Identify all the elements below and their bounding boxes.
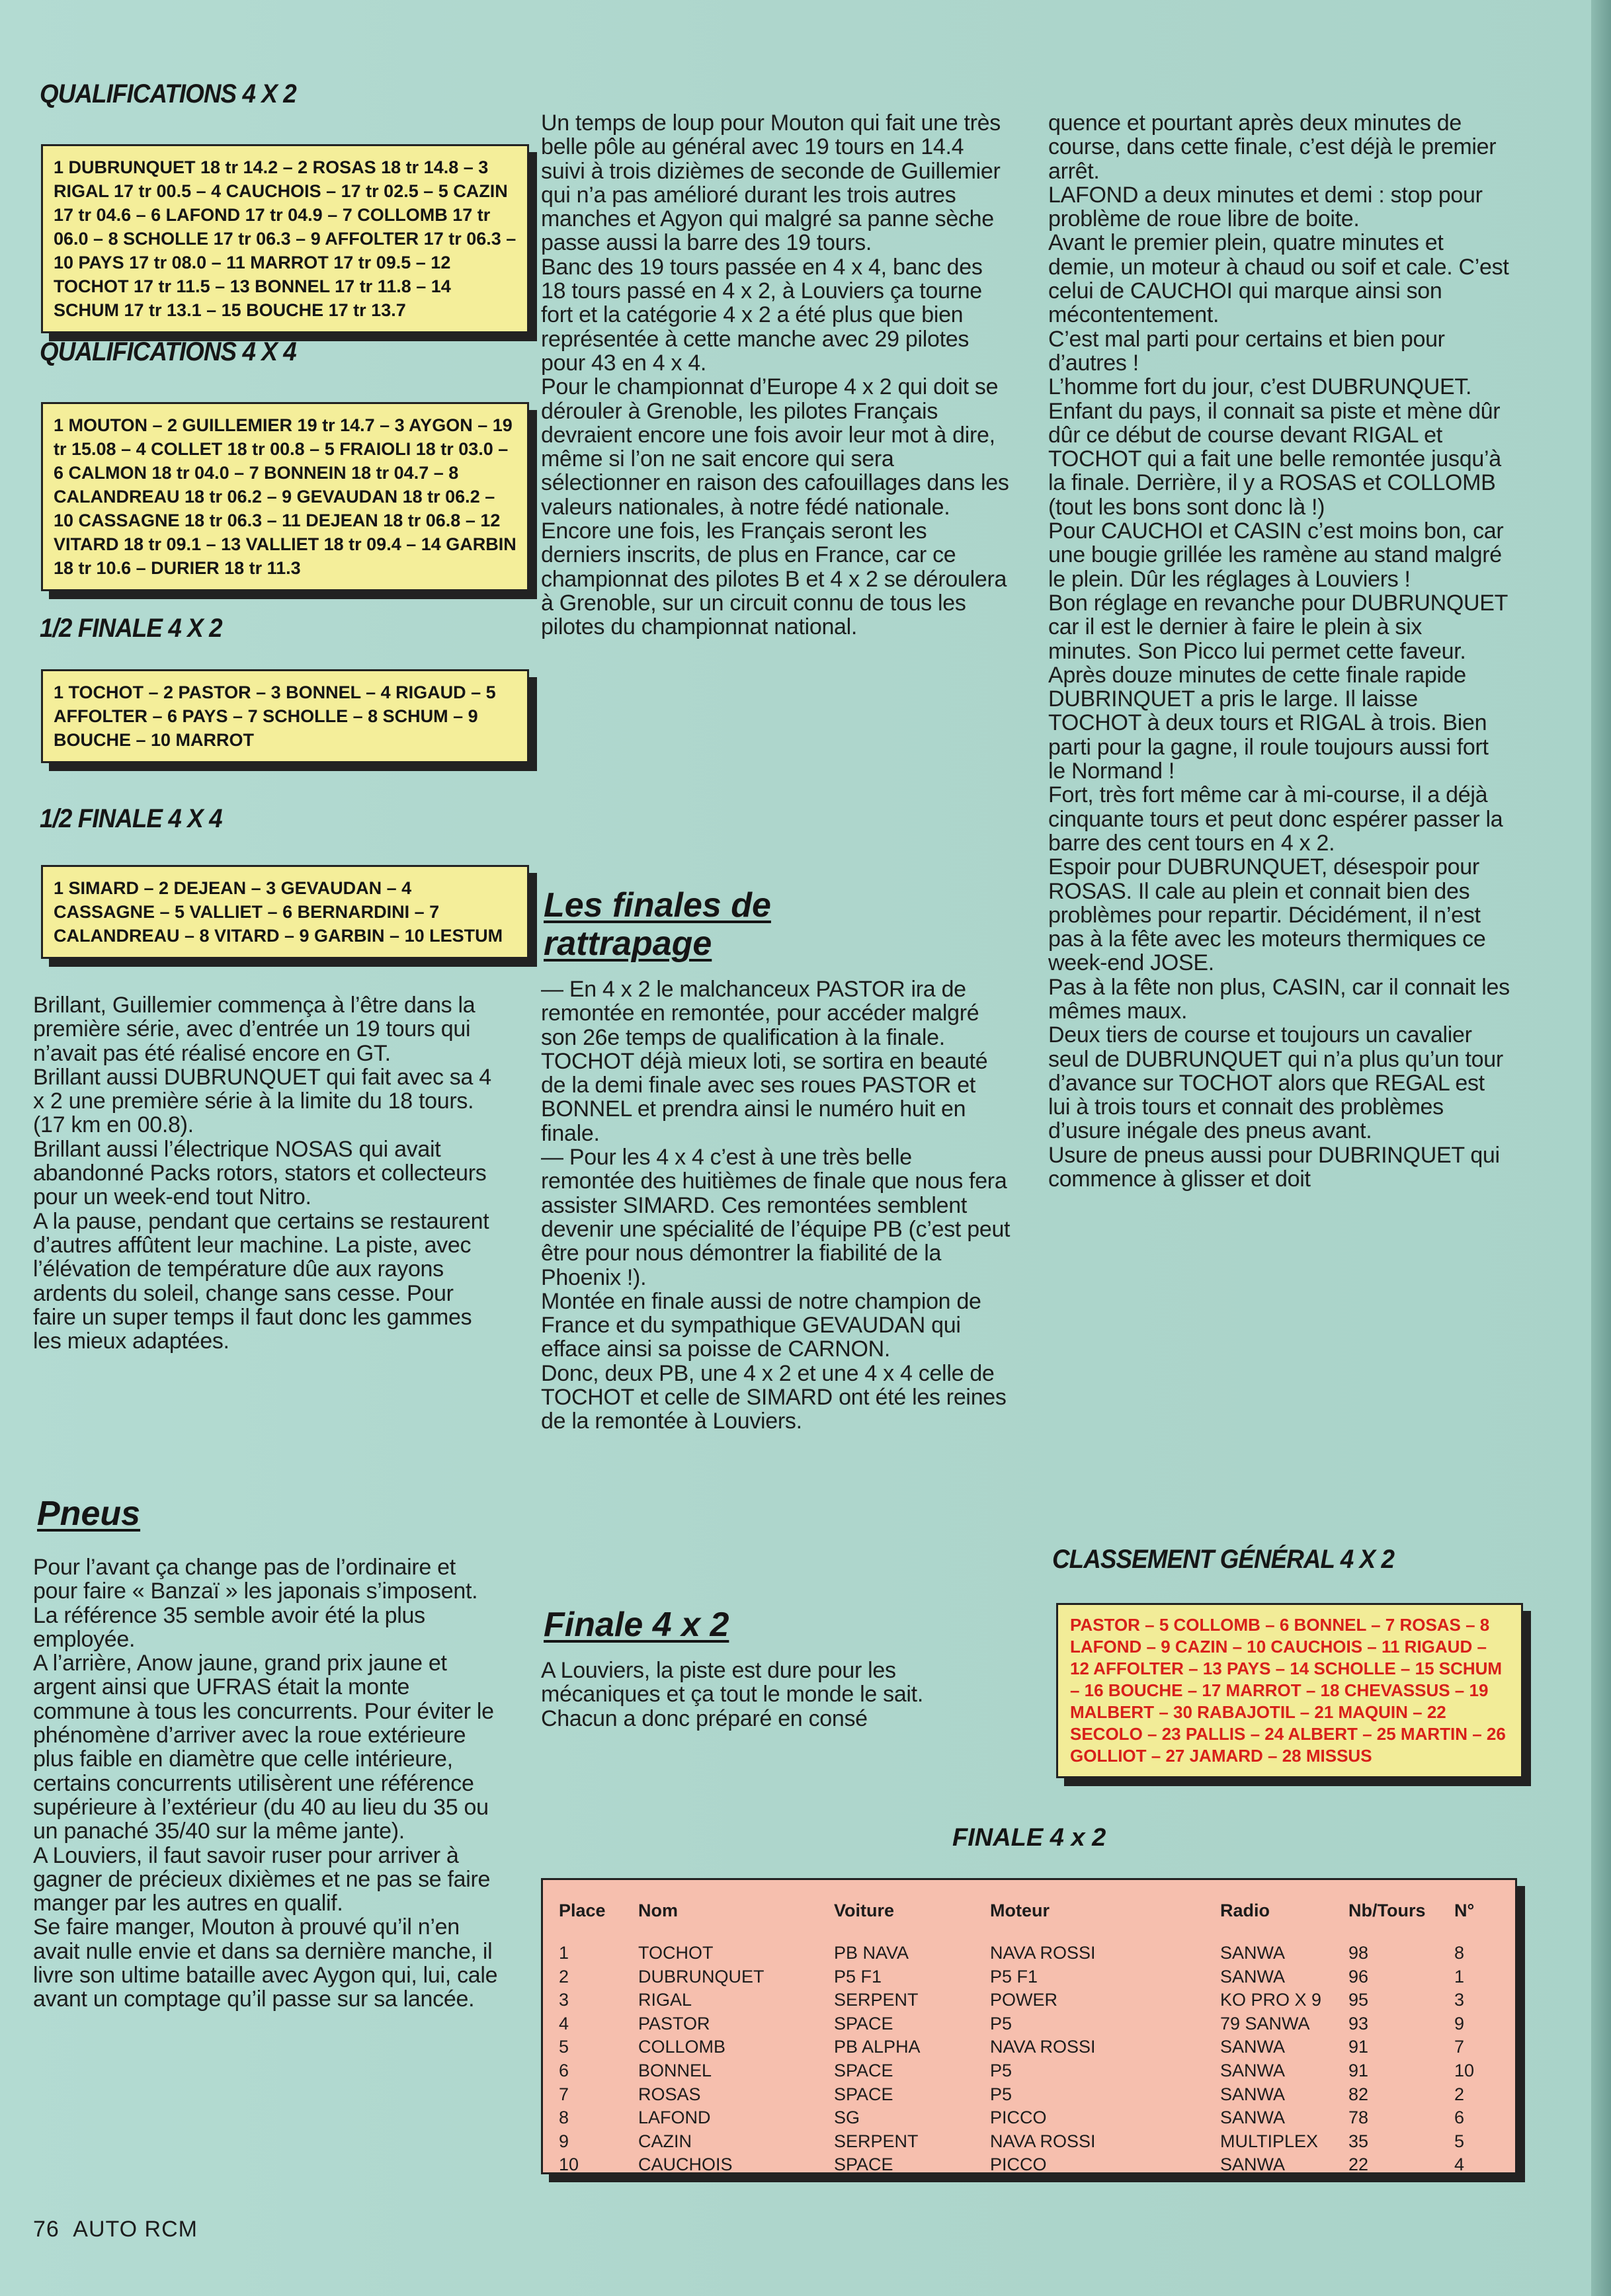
table-cell: 9 xyxy=(559,2131,569,2151)
table-cell: 8 xyxy=(1454,1943,1465,1963)
table-cell: P5 F1 xyxy=(834,1966,882,1987)
paragraph: Pour le championnat d’Europe 4 x 2 qui doit se dérouler à Grenoble, les pilotes Français devraient encore une fois avoir leur mot à dire, même si l’on ne sait encore qui sera sélectionner en raison des cafouillages dans les valeurs nationales, à notre fédé nationale. Encore une fois, les Français seront les derniers inscrits, de plus en France, car ce championnat des pilotes B et 4 x 2 se déroulera à Grenoble, sur un circuit connu de tous les pilotes du championnat national. xyxy=(541,374,1009,640)
paragraph: C’est mal parti pour certains et bien pour d’autres ! xyxy=(1048,326,1445,376)
table-header-cell: N° xyxy=(1454,1901,1475,1920)
table-cell: P5 F1 xyxy=(990,1966,1038,1987)
table-cell: 10 xyxy=(559,2154,579,2175)
paragraph: Pour l’avant ça change pas de l’ordinaire et pour faire « Banzaï » les japonais s’imposent. La référence 35 semble avoir été la plus employée. xyxy=(33,1555,478,1652)
table-header-cell: Moteur xyxy=(990,1901,1050,1920)
paragraph: — En 4 x 2 le malchanceux PASTOR ira de remontée en remontée, pour accéder malgré son 26e temps de qualification à la finale. TOCHOT déjà mieux loti, se sortira en beauté de la demi finale avec ses roues PASTOR et BONNEL et prendra ainsi le numéro huit en finale. xyxy=(541,977,988,1146)
table-header-cell: Place xyxy=(559,1901,606,1920)
paragraph: A Louviers, la piste est dure pour les mécaniques et ça tout le monde le sait. xyxy=(541,1658,923,1707)
semi-final-4x2-box xyxy=(41,669,529,763)
table-cell: 93 xyxy=(1348,2013,1369,2033)
table-cell: SPACE xyxy=(834,2084,893,2104)
table-row xyxy=(543,2012,1515,2035)
paragraph: Montée en finale aussi de notre champion de France et du sympathique GEVAUDAN qui efface ainsi sa poisse de CARNON. xyxy=(541,1288,981,1362)
paragraph: Un temps de loup pour Mouton qui fait une très belle pôle au général avec 19 tours en 14.4 suivi à trois dizièmes de seconde de Guillemier qui n’a pas amélioré durant les trois autres manches et Agyon qui malgré sa panne sèche passe aussi la barre des 19 tours. xyxy=(541,110,1001,256)
paragraph: Brillant aussi l’électrique NOSAS qui avait abandonné Packs rotors, stators et collecteurs pour un week-end tout Nitro. xyxy=(33,1136,487,1210)
col2-article-text xyxy=(541,111,1011,639)
semi-final-4x4-results: 1 SIMARD – 2 DEJEAN – 3 GEVAUDAN – 4 CASSAGNE – 5 VALLIET – 6 BERNARDINI – 7 CALANDREAU – 8 VITARD – 9 GARBIN – 10 LESTUM xyxy=(54,878,503,946)
table-cell: LAFOND xyxy=(638,2108,711,2128)
col1-article-text xyxy=(33,993,500,1353)
table-row xyxy=(543,1988,1515,2012)
table-cell: NAVA ROSSI xyxy=(990,2131,1096,2151)
table-cell: PICCO xyxy=(990,2108,1047,2128)
table-cell: PB ALPHA xyxy=(834,2037,921,2057)
table-cell: NAVA ROSSI xyxy=(990,2037,1096,2057)
table-cell: 6 xyxy=(559,2061,569,2080)
section-title-pneus: Pneus xyxy=(37,1495,141,1533)
paragraph: — Pour les 4 x 4 c’est à une très belle remontée des huitièmes de finale que nous fera assister SIMARD. Ces remontées semblent devenir une spécialité de l’équipe PB (c’est peut être pour nous démontrer la fiabilité de la Phoenix !). xyxy=(541,1145,1011,1290)
table-cell: 7 xyxy=(559,2084,569,2104)
table-cell: 10 xyxy=(1454,2061,1475,2080)
page-number: 76 xyxy=(33,2217,60,2242)
paragraph: Fort, très fort même car à mi-course, il a déjà cinquante tours et peut donc espérer passer la barre des cent tours en 4 x 2. xyxy=(1048,782,1503,856)
table-cell: SANWA xyxy=(1220,1943,1286,1963)
paragraph: A Louviers, il faut savoir ruser pour arriver à gagner de précieux dixièmes et ne pas se faire manger par les autres en qualif. xyxy=(33,1842,491,1916)
table-cell: 98 xyxy=(1348,1943,1369,1963)
section-title-finale: Finale 4 x 2 xyxy=(544,1606,729,1644)
table-cell: SPACE xyxy=(834,2154,893,2175)
rattrapage-text xyxy=(541,977,1011,1434)
table-cell: CAUCHOIS xyxy=(638,2154,733,2175)
pneus-text xyxy=(33,1555,500,2012)
classement-title: CLASSEMENT GÉNÉRAL 4 X 2 xyxy=(1052,1545,1395,1574)
classement-box xyxy=(1056,1603,1523,1778)
table-cell: SERPENT xyxy=(834,2131,919,2151)
results-table-title: FINALE 4 x 2 xyxy=(952,1824,1106,1852)
table-cell: SPACE xyxy=(834,2061,893,2080)
paragraph: Usure de pneus aussi pour DUBRINQUET qui commence à glisser et doit xyxy=(1048,1142,1500,1192)
paragraph: A la pause, pendant que certains se restaurent d’autres affûtent leur machine. La piste, avec l’élévation de température dûe aux rayons ardents du soleil, change sans cesse. Pour faire un super temps il faut donc les gammes les mieux adaptées. xyxy=(33,1208,489,1354)
table-cell: RIGAL xyxy=(638,1990,692,2010)
qualifications-4x4-title: QUALIFICATIONS 4 X 4 xyxy=(40,337,296,366)
qualifications-4x4-box xyxy=(41,402,529,591)
table-cell: P5 xyxy=(990,2013,1012,2033)
paragraph: Brillant aussi DUBRUNQUET qui fait avec sa 4 x 2 une première série à la limite du 18 tours. (17 km en 00.8). xyxy=(33,1064,491,1138)
magazine-name: AUTO RCM xyxy=(73,2217,198,2242)
semi-final-4x4-title: 1/2 FINALE 4 X 4 xyxy=(40,804,222,833)
table-cell: 96 xyxy=(1348,1966,1369,1987)
table-cell: 1 xyxy=(559,1943,569,1963)
table-cell: 35 xyxy=(1348,2131,1369,2151)
table-cell: 3 xyxy=(1454,1990,1465,2010)
paragraph: Banc des 19 tours passée en 4 x 4, banc des 18 tours passé en 4 x 2, à Louviers ça tourne fort et la catégorie 4 x 2 a été plus que bien représentée à cette manche avec 29 pilotes pour 43 en 4 x 4. xyxy=(541,254,983,376)
table-header-row xyxy=(543,1899,1515,1922)
table-cell: SG xyxy=(834,2108,860,2128)
semi-final-4x2-title: 1/2 FINALE 4 X 2 xyxy=(40,614,222,643)
table-cell: 8 xyxy=(559,2108,569,2128)
paragraph: Deux tiers de course et toujours un cavalier seul de DUBRUNQUET qui n’a plus qu’un tour d’avance sur TOCHOT alors que REGAL est lui à trois tours et connait des problèmes d’usure inégale des pneus avant. xyxy=(1048,1022,1503,1144)
page-footer xyxy=(33,2217,198,2242)
paragraph: Donc, deux PB, une 4 x 2 et une 4 x 4 celle de TOCHOT et celle de SIMARD ont été les reines de la remontée à Louviers. xyxy=(541,1360,1007,1434)
table-cell: SANWA xyxy=(1220,2108,1286,2128)
table-row xyxy=(543,2152,1515,2176)
table-cell: 82 xyxy=(1348,2084,1369,2104)
table-cell: NAVA ROSSI xyxy=(990,1943,1096,1963)
table-row xyxy=(543,2129,1515,2153)
qualifications-4x2-box xyxy=(41,144,529,333)
table-cell: SANWA xyxy=(1220,1966,1286,1987)
table-row xyxy=(543,2059,1515,2082)
paragraph: Espoir pour DUBRUNQUET, désespoir pour ROSAS. Il cale au plein et connait bien des problèmes pour repartir. Décidément, il n’est pas à la fête avec les moteurs thermiques ce week-end JOSE. xyxy=(1048,854,1486,976)
paragraph: Pour CAUCHOI et CASIN c’est moins bon, car une bougie grillée les ramène au stand malgré le plein. Dûr les réglages à Louviers ! xyxy=(1048,518,1504,592)
paragraph: A l’arrière, Anow jaune, grand prix jaune et argent ainsi que UFRAS était la monte commune à tous les concurrents. Pour éviter le phénomène d’arriver avec la roue extérieure plus faible en diamètre que celle intérieure, certains concurrents utilisèrent une référence supérieure à l’extérieur (du 40 au lieu du 35 ou un panaché 35/40 sur la même jante). xyxy=(33,1651,494,1844)
section-title-rattrapage: Les finales de rattrapage xyxy=(544,886,771,963)
table-cell: SANWA xyxy=(1220,2037,1286,2057)
paragraph: Pas à la fête non plus, CASIN, car il connait les mêmes maux. xyxy=(1048,974,1510,1024)
qualifications-4x2-results: 1 DUBRUNQUET 18 tr 14.2 – 2 ROSAS 18 tr 14.8 – 3 RIGAL 17 tr 00.5 – 4 CAUCHOIS – 17 tr 02.5 – 5 CAZIN 17 tr 04.6 – 6 LAFOND 17 tr 04.9 – 7 COLLOMB 17 tr 06.0 – 8 SCHOLLE 17 tr 06.3 – 9 AFFOLTER 17 tr 06.3 – 10 PAYS 17 tr 08.0 – 11 MARROT 17 tr 09.5 – 12 TOCHOT 17 tr 11.5 – 13 BONNEL 17 tr 11.8 – 14 SCHUM 17 tr 13.1 – 15 BOUCHE 17 tr 13.7 xyxy=(54,157,516,320)
table-cell: DUBRUNQUET xyxy=(638,1966,764,1987)
table-cell: POWER xyxy=(990,1990,1058,2010)
table-cell: TOCHOT xyxy=(638,1943,714,1963)
table-cell: SPACE xyxy=(834,2013,893,2033)
table-cell: PASTOR xyxy=(638,2013,710,2033)
results-table xyxy=(541,1878,1517,2174)
table-row xyxy=(543,1941,1515,1965)
table-header-cell: Voiture xyxy=(834,1901,895,1920)
table-header-cell: Nom xyxy=(638,1901,678,1920)
table-cell: 1 xyxy=(1454,1966,1465,1987)
table-row xyxy=(543,2082,1515,2106)
table-cell: SERPENT xyxy=(834,1990,919,2010)
paragraph: quence et pourtant après deux minutes de course, dans cette finale, c’est déjà le premier arrêt. xyxy=(1048,110,1497,184)
table-header-cell: Radio xyxy=(1220,1901,1270,1920)
classement-results: PASTOR – 5 COLLOMB – 6 BONNEL – 7 ROSAS – 8 LAFOND – 9 CAZIN – 10 CAUCHOIS – 11 RIGAUD – 12 AFFOLTER – 13 PAYS – 14 SCHOLLE – 15 SCHUM – 16 BOUCHE – 17 MARROT – 18 CHEVASSUS – 19 MALBERT – 30 RABAJOTIL – 21 MAQUIN – 22 SECOLO – 23 PALLIS – 24 ALBERT – 25 MARTIN – 26 GOLLIOT – 27 JAMARD – 28 MISSUS xyxy=(1070,1615,1506,1766)
col3-article-text xyxy=(1048,111,1511,1191)
table-cell: 95 xyxy=(1348,1990,1369,2010)
paragraph: Bon réglage en revanche pour DUBRUNQUET car il est le dernier à faire le plein à six minutes. Son Picco lui permet cette faveur. xyxy=(1048,590,1508,664)
table-cell: 4 xyxy=(1454,2154,1465,2175)
table-cell: 3 xyxy=(559,1990,569,2010)
table-cell: 5 xyxy=(1454,2131,1465,2151)
paragraph: Avant le premier plein, quatre minutes et demie, un moteur à chaud ou soif et cale. C’est celui de CAUCHOI qui marque ainsi son mécontentement. xyxy=(1048,230,1509,328)
table-cell: MULTIPLEX xyxy=(1220,2131,1319,2151)
table-cell: 79 SANWA xyxy=(1220,2013,1310,2033)
qualifications-4x2-title: QUALIFICATIONS 4 X 2 xyxy=(40,79,296,108)
qualifications-4x4-results: 1 MOUTON – 2 GUILLEMIER 19 tr 14.7 – 3 AYGON – 19 tr 15.08 – 4 COLLET 18 tr 00.8 – 5 FRAIOLI 18 tr 03.0 – 6 CALMON 18 tr 04.0 – 7 BONNEIN 18 tr 04.7 – 8 CALANDREAU 18 tr 06.2 – 9 GEVAUDAN 18 tr 06.2 – 10 CASSAGNE 18 tr 06.3 – 11 DEJEAN 18 tr 06.8 – 12 VITARD 18 tr 09.1 – 13 VALLIET 18 tr 09.4 – 14 GARBIN 18 tr 10.6 – DURIER 18 tr 11.3 xyxy=(54,415,516,578)
paragraph: Après douze minutes de cette finale rapide DUBRINQUET a pris le large. Il laisse TOCHOT à deux tours et RIGAL à trois. Bien parti pour la gagne, il roule toujours aussi fort le Normand ! xyxy=(1048,662,1489,784)
paragraph: Brillant, Guillemier commença à l’être dans la première série, avec d’entrée un 19 tours qui n’avait pas été réalisé encore en GT. xyxy=(33,993,475,1066)
table-cell: SANWA xyxy=(1220,2061,1286,2080)
table-cell: 78 xyxy=(1348,2108,1369,2128)
table-cell: 4 xyxy=(559,2013,569,2033)
table-cell: ROSAS xyxy=(638,2084,701,2104)
table-cell: P5 xyxy=(990,2084,1012,2104)
table-cell: 2 xyxy=(1454,2084,1465,2104)
table-cell: SANWA xyxy=(1220,2154,1286,2175)
table-cell: BONNEL xyxy=(638,2061,712,2080)
table-cell: COLLOMB xyxy=(638,2037,726,2057)
semi-final-4x4-box xyxy=(41,865,529,959)
table-cell: PICCO xyxy=(990,2154,1047,2175)
paragraph: Se faire manger, Mouton à prouvé qu’il n’en avait nulle envie et dans sa dernière manche, il livre son ultime bataille avec Aygon qui, lui, cale avant un comptage qu’il passe sur sa lancée. xyxy=(33,1914,498,2012)
semi-final-4x2-results: 1 TOCHOT – 2 PASTOR – 3 BONNEL – 4 RIGAUD – 5 AFFOLTER – 6 PAYS – 7 SCHOLLE – 8 SCHUM – 9 BOUCHE – 10 MARROT xyxy=(54,682,496,750)
table-cell: 5 xyxy=(559,2037,569,2057)
table-cell: 91 xyxy=(1348,2061,1369,2080)
table-cell: 2 xyxy=(559,1966,569,1987)
paragraph: LAFOND a deux minutes et demi : stop pour problème de roue libre de boite. xyxy=(1048,182,1483,232)
paragraph: Chacun a donc préparé en consé xyxy=(541,1705,868,1731)
table-cell: PB NAVA xyxy=(834,1943,909,1963)
table-row xyxy=(543,2035,1515,2059)
table-cell: SANWA xyxy=(1220,2084,1286,2104)
table-cell: 22 xyxy=(1348,2154,1369,2175)
table-row xyxy=(543,2106,1515,2129)
finale-text xyxy=(541,1659,1011,1731)
table-row xyxy=(543,1965,1515,1988)
table-cell: 6 xyxy=(1454,2108,1465,2128)
table-cell: P5 xyxy=(990,2061,1012,2080)
table-cell: KO PRO X 9 xyxy=(1220,1990,1322,2010)
table-cell: CAZIN xyxy=(638,2131,692,2151)
table-cell: 91 xyxy=(1348,2037,1369,2057)
table-cell: 7 xyxy=(1454,2037,1465,2057)
table-cell: 9 xyxy=(1454,2013,1465,2033)
paragraph: L’homme fort du jour, c’est DUBRUNQUET. Enfant du pays, il connait sa piste et mène dûr dûr ce début de course devant RIGAL et TOCHOT qui a fait une belle remontée jusqu’à la finale. Derrière, il y a ROSAS et COLLOMB (tout les bons sont donc là !) xyxy=(1048,374,1501,520)
table-header-cell: Nb/Tours xyxy=(1348,1901,1426,1920)
page-binding-shadow xyxy=(1591,0,1611,2296)
